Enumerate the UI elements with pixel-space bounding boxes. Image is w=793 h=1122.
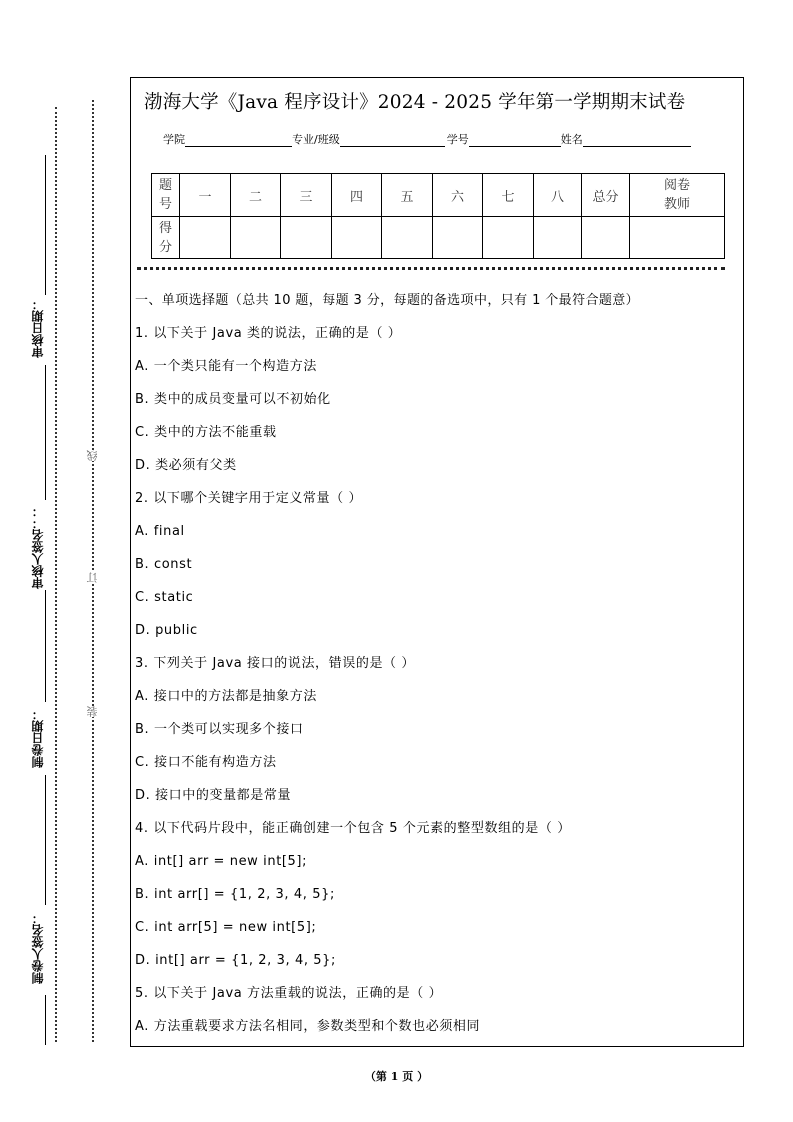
question-4-option-c: C. int arr[5] = new int[5]; bbox=[135, 920, 317, 935]
score-cell-total[interactable] bbox=[582, 217, 630, 259]
col-header-4: 四 bbox=[332, 174, 382, 217]
question-2-stem: 2. 以下哪个关键字用于定义常量（ ） bbox=[135, 491, 363, 506]
question-3-option-b: B. 一个类可以实现多个接口 bbox=[135, 722, 304, 737]
col-header-2: 二 bbox=[231, 174, 281, 217]
question-2-option-a: A. final bbox=[135, 524, 185, 539]
score-cell-8[interactable] bbox=[534, 217, 582, 259]
col-header-grader: 阅卷教师 bbox=[630, 174, 725, 217]
question-5-stem: 5. 以下关于 Java 方法重载的说法，正确的是（ ） bbox=[135, 986, 443, 1001]
section-title: 一、单项选择题（总共 10 题，每题 3 分，每题的备选项中，只有 1 个最符合题意） bbox=[135, 293, 640, 308]
col-header-1: 一 bbox=[180, 174, 231, 217]
make-signer-label: 制卷人签名： bbox=[28, 912, 48, 984]
question-3-option-a: A. 接口中的方法都是抽象方法 bbox=[135, 689, 317, 704]
question-1-option-c: C. 类中的方法不能重载 bbox=[135, 425, 277, 440]
score-table-header-row bbox=[152, 174, 725, 217]
page-number: （第 1 页 ） bbox=[364, 1070, 429, 1083]
question-2-option-d: D. public bbox=[135, 623, 198, 638]
cut-mark-bind: 订 bbox=[86, 572, 102, 583]
separator-dotted-line bbox=[137, 267, 725, 270]
score-cell-3[interactable] bbox=[281, 217, 332, 259]
question-4-option-d: D. int[] arr = {1, 2, 3, 4, 5}; bbox=[135, 953, 337, 968]
college-field[interactable] bbox=[185, 133, 292, 147]
student-info-row bbox=[163, 131, 691, 147]
col-header-total: 总分 bbox=[582, 174, 630, 217]
signature-line-make-signer bbox=[45, 775, 46, 905]
binding-dotted-line-inner bbox=[55, 107, 57, 1042]
major-class-label: 专业/班级 bbox=[292, 133, 340, 146]
question-1-option-a: A. 一个类只能有一个构造方法 bbox=[135, 359, 317, 374]
score-cell-4[interactable] bbox=[332, 217, 382, 259]
score-table-score-row bbox=[152, 217, 725, 259]
question-1-stem: 1. 以下关于 Java 类的说法，正确的是（ ） bbox=[135, 326, 402, 341]
question-1-option-b: B. 类中的成员变量可以不初始化 bbox=[135, 392, 331, 407]
name-field[interactable] bbox=[583, 133, 691, 147]
score-table bbox=[151, 173, 725, 259]
question-1-option-d: D. 类必须有父类 bbox=[135, 458, 237, 473]
question-4-option-b: B. int arr[] = {1, 2, 3, 4, 5}; bbox=[135, 887, 335, 902]
col-header-3: 三 bbox=[281, 174, 332, 217]
score-cell-6[interactable] bbox=[433, 217, 483, 259]
question-2-option-b: B. const bbox=[135, 557, 193, 572]
col-header-7: 七 bbox=[483, 174, 534, 217]
question-4-option-a: A. int[] arr = new int[5]; bbox=[135, 854, 308, 869]
question-5-option-a: A. 方法重载要求方法名相同，参数类型和个数也必须相同 bbox=[135, 1019, 481, 1034]
score-cell-7[interactable] bbox=[483, 217, 534, 259]
question-content bbox=[135, 290, 740, 1049]
question-3-option-d: D. 接口中的变量都是常量 bbox=[135, 788, 292, 803]
cut-mark-install: 装 bbox=[86, 706, 102, 717]
score-cell-2[interactable] bbox=[231, 217, 281, 259]
question-3-stem: 3. 下列关于 Java 接口的说法，错误的是（ ） bbox=[135, 656, 415, 671]
score-cell-1[interactable] bbox=[180, 217, 231, 259]
student-id-field[interactable] bbox=[469, 133, 561, 147]
cut-mark-line: 线 bbox=[86, 450, 102, 461]
student-id-label: 学号 bbox=[446, 133, 469, 146]
binding-dotted-line-outer bbox=[92, 100, 94, 1042]
col-header-6: 六 bbox=[433, 174, 483, 217]
question-2-option-c: C. static bbox=[135, 590, 194, 605]
review-date-label: 审核日期： bbox=[28, 298, 48, 358]
signature-line-bottom bbox=[45, 995, 46, 1045]
review-signer-label: 审核人签名：： bbox=[28, 505, 48, 589]
score-cell-5[interactable] bbox=[382, 217, 433, 259]
question-3-option-c: C. 接口不能有构造方法 bbox=[135, 755, 277, 770]
make-date-label: 制卷日期： bbox=[28, 708, 48, 768]
score-cell-grader[interactable] bbox=[630, 217, 725, 259]
signature-line-review-date bbox=[45, 155, 46, 295]
signature-line-make-date bbox=[45, 590, 46, 702]
question-number-label: 题号 bbox=[152, 174, 180, 217]
exam-title: 渤海大学《Java 程序设计》2024 - 2025 学年第一学期期末试卷 bbox=[144, 92, 686, 113]
score-label: 得分 bbox=[152, 217, 180, 259]
major-class-field[interactable] bbox=[340, 133, 445, 147]
signature-line-review-signer bbox=[45, 365, 46, 500]
col-header-8: 八 bbox=[534, 174, 582, 217]
college-label: 学院 bbox=[163, 133, 185, 146]
col-header-5: 五 bbox=[382, 174, 433, 217]
question-4-stem: 4. 以下代码片段中，能正确创建一个包含 5 个元素的整型数组的是（ ） bbox=[135, 821, 571, 836]
name-label: 姓名 bbox=[560, 133, 583, 146]
